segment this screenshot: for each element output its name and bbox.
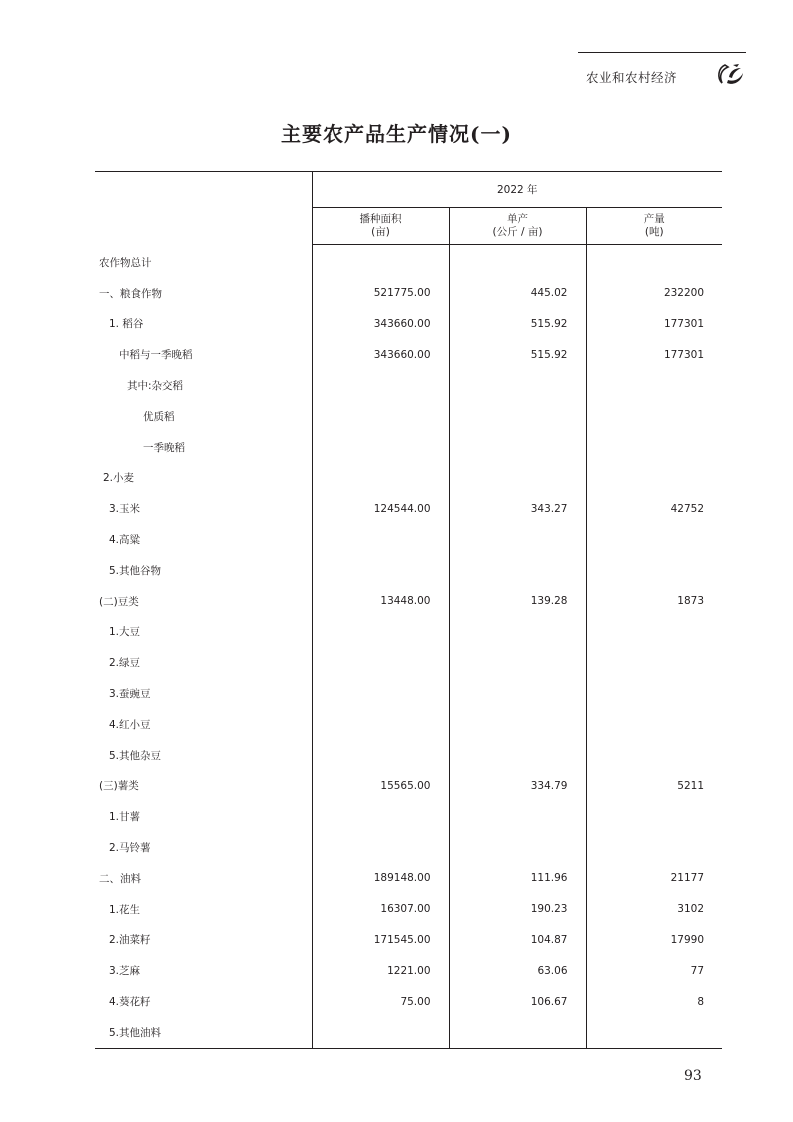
- output-cell: [586, 463, 722, 494]
- table-row: [95, 617, 722, 648]
- area-cell: 343660.00: [312, 309, 449, 340]
- yield-cell: 63.06: [449, 955, 586, 986]
- stub-header: [95, 172, 312, 245]
- yield-cell: [449, 401, 586, 432]
- yield-cell: [449, 245, 586, 278]
- output-cell: 177301: [586, 309, 722, 340]
- row-label: 4.葵花籽: [109, 996, 151, 1009]
- table-row: [95, 647, 722, 678]
- table-row: [95, 370, 722, 401]
- yield-cell: [449, 524, 586, 555]
- table-row: [95, 555, 722, 586]
- column-header-unit: (亩): [371, 226, 390, 238]
- output-cell: 17990: [586, 925, 722, 956]
- row-label: 2.油菜籽: [109, 934, 151, 947]
- area-cell: [312, 709, 449, 740]
- row-label: 一季晚稻: [143, 441, 185, 454]
- yield-cell: 515.92: [449, 309, 586, 340]
- table-row: [95, 401, 722, 432]
- table-row: [95, 801, 722, 832]
- row-label: (二)豆类: [99, 595, 139, 608]
- row-label: 3.蚕豌豆: [109, 688, 151, 701]
- table-row: [95, 432, 722, 463]
- area-cell: 75.00: [312, 986, 449, 1017]
- column-header-unit: (吨): [644, 226, 664, 238]
- table-row: [95, 771, 722, 802]
- output-cell: 21177: [586, 863, 722, 894]
- output-cell: [586, 740, 722, 771]
- crop-production-table: [95, 171, 722, 1049]
- section-label: 农业和农村经济: [586, 70, 678, 85]
- output-cell: [586, 678, 722, 709]
- column-header-yield: [449, 208, 586, 245]
- row-label: 其中:杂交稻: [127, 380, 184, 393]
- area-cell: 521775.00: [312, 278, 449, 309]
- output-cell: 232200: [586, 278, 722, 309]
- row-label: 1.甘薯: [109, 811, 141, 824]
- area-cell: [312, 555, 449, 586]
- area-cell: [312, 617, 449, 648]
- table-row: [95, 894, 722, 925]
- output-cell: 1873: [586, 586, 722, 617]
- area-cell: 16307.00: [312, 894, 449, 925]
- header-rule: [578, 52, 746, 53]
- yield-cell: [449, 555, 586, 586]
- area-cell: [312, 678, 449, 709]
- row-label: (三)薯类: [99, 780, 139, 793]
- area-cell: [312, 524, 449, 555]
- row-label: 3.玉米: [109, 503, 141, 516]
- row-label: 2.绿豆: [109, 657, 141, 670]
- table-row: [95, 925, 722, 956]
- row-label: 中稻与一季晚稻: [119, 349, 193, 362]
- yield-cell: [449, 801, 586, 832]
- table-row: [95, 1017, 722, 1048]
- output-cell: [586, 709, 722, 740]
- row-label: 1. 稻谷: [109, 318, 144, 331]
- yield-cell: [449, 678, 586, 709]
- output-cell: [586, 432, 722, 463]
- row-label: 1.花生: [109, 903, 141, 916]
- column-header-output: [586, 208, 722, 245]
- output-cell: [586, 401, 722, 432]
- output-cell: [586, 245, 722, 278]
- area-cell: 189148.00: [312, 863, 449, 894]
- output-cell: [586, 524, 722, 555]
- row-label: 3.芝麻: [109, 965, 141, 978]
- area-cell: 124544.00: [312, 493, 449, 524]
- table-row: [95, 245, 722, 278]
- area-cell: [312, 801, 449, 832]
- output-cell: 177301: [586, 339, 722, 370]
- area-cell: [312, 647, 449, 678]
- output-cell: [586, 801, 722, 832]
- table-row: [95, 740, 722, 771]
- yield-cell: [449, 647, 586, 678]
- table-row: [95, 986, 722, 1017]
- output-cell: 5211: [586, 771, 722, 802]
- yield-cell: [449, 709, 586, 740]
- yield-cell: 334.79: [449, 771, 586, 802]
- yield-cell: 104.87: [449, 925, 586, 956]
- row-label: 5.其他谷物: [109, 564, 162, 577]
- area-cell: [312, 1017, 449, 1048]
- yield-cell: 190.23: [449, 894, 586, 925]
- output-cell: [586, 1017, 722, 1048]
- row-label: 一、粮食作物: [99, 287, 162, 300]
- area-cell: [312, 401, 449, 432]
- yield-cell: 139.28: [449, 586, 586, 617]
- table-row: [95, 278, 722, 309]
- table-row: [95, 832, 722, 863]
- row-label: 5.其他油料: [95, 1017, 312, 1048]
- table-row: [95, 863, 722, 894]
- year-header: 2022 年: [312, 172, 722, 208]
- area-cell: [312, 432, 449, 463]
- yield-cell: [449, 832, 586, 863]
- output-cell: [586, 647, 722, 678]
- output-cell: 8: [586, 986, 722, 1017]
- yield-cell: 515.92: [449, 339, 586, 370]
- output-cell: 3102: [586, 894, 722, 925]
- row-label: 二、油料: [99, 872, 141, 885]
- area-cell: [312, 463, 449, 494]
- table-row: [95, 524, 722, 555]
- area-cell: [312, 832, 449, 863]
- table-row: [95, 463, 722, 494]
- area-cell: [312, 245, 449, 278]
- yield-cell: [449, 1017, 586, 1048]
- table-row: [95, 678, 722, 709]
- column-header-unit: (公斤 / 亩): [492, 226, 543, 238]
- area-cell: 15565.00: [312, 771, 449, 802]
- output-cell: 42752: [586, 493, 722, 524]
- table-row: [95, 709, 722, 740]
- output-cell: [586, 555, 722, 586]
- output-cell: 77: [586, 955, 722, 986]
- table-row: [95, 309, 722, 340]
- row-label: 2.小麦: [103, 472, 135, 485]
- leaf-swirl-logo-icon: [716, 62, 746, 88]
- yield-cell: [449, 617, 586, 648]
- column-header-name: 产量: [643, 213, 665, 225]
- yield-cell: [449, 370, 586, 401]
- column-header-name: 播种面积: [359, 213, 402, 225]
- area-cell: [312, 370, 449, 401]
- yield-cell: 445.02: [449, 278, 586, 309]
- yield-cell: 343.27: [449, 493, 586, 524]
- yield-cell: [449, 740, 586, 771]
- area-cell: 1221.00: [312, 955, 449, 986]
- area-cell: 171545.00: [312, 925, 449, 956]
- yield-cell: 106.67: [449, 986, 586, 1017]
- row-label: 1.大豆: [109, 626, 141, 639]
- yield-cell: [449, 463, 586, 494]
- column-header-area: [312, 208, 449, 245]
- row-label: 优质稻: [143, 410, 175, 423]
- column-header-name: 单产: [507, 213, 528, 225]
- row-label: 2.马铃薯: [109, 842, 151, 855]
- table-row: [95, 493, 722, 524]
- row-label: 4.红小豆: [109, 718, 151, 731]
- area-cell: 13448.00: [312, 586, 449, 617]
- output-cell: [586, 370, 722, 401]
- row-label: 农作物总计: [99, 256, 152, 269]
- table-row: [95, 586, 722, 617]
- row-label: 5.其他杂豆: [109, 749, 162, 762]
- output-cell: [586, 617, 722, 648]
- yield-cell: [449, 432, 586, 463]
- page-title: 主要农产品生产情况(一): [281, 122, 512, 146]
- page-number: 93: [684, 1068, 702, 1084]
- table-row: [95, 339, 722, 370]
- row-label: 4.高粱: [109, 534, 141, 547]
- table-row: [95, 955, 722, 986]
- area-cell: 343660.00: [312, 339, 449, 370]
- yield-cell: 111.96: [449, 863, 586, 894]
- area-cell: [312, 740, 449, 771]
- output-cell: [586, 832, 722, 863]
